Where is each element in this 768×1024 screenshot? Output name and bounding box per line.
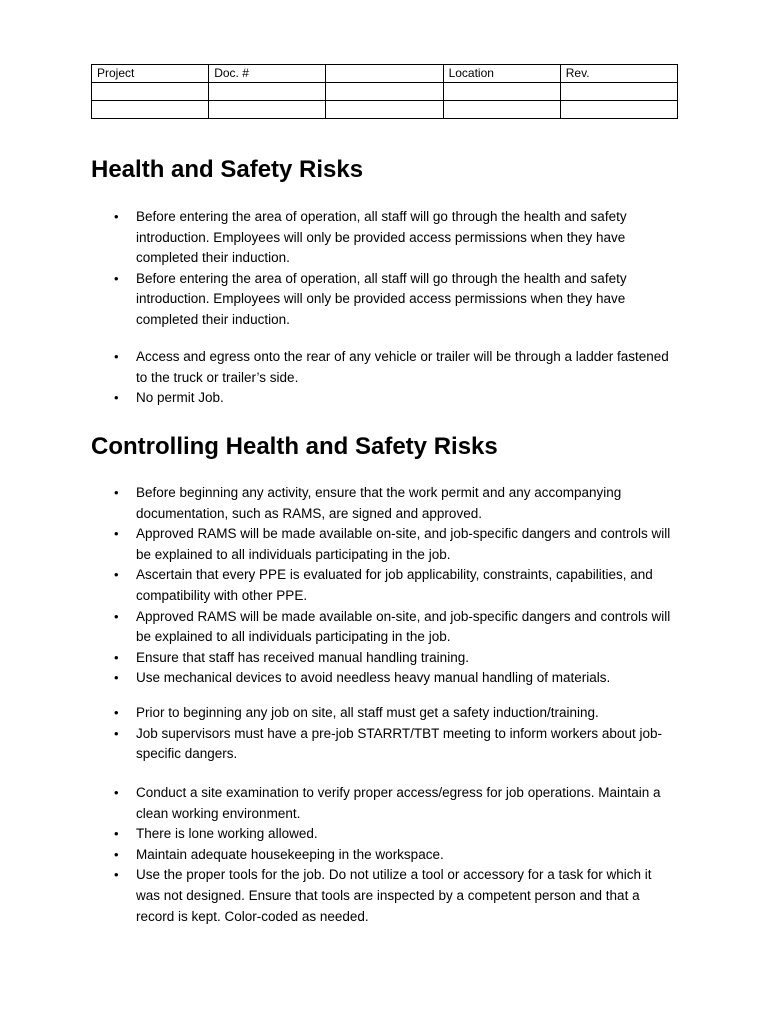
bullet-icon: • (114, 390, 119, 406)
list-item (0, 865, 768, 927)
bullet-icon: • (114, 846, 119, 862)
list-item (0, 483, 768, 524)
section-heading-controlling-risks: Controlling Health and Safety Risks (91, 433, 498, 460)
bullet-icon: • (114, 867, 119, 883)
list-item (0, 845, 768, 866)
table-cell-rev-label: Rev. (560, 65, 677, 83)
list-item (0, 607, 768, 648)
list-item-text: Conduct a site examination to verify proper access/egress for job operations. Maintain a clean working environment. (136, 785, 661, 821)
bullet-list-risks-access (0, 347, 768, 409)
table-cell (209, 101, 326, 119)
list-item (0, 824, 768, 845)
list-item-text: Use mechanical devices to avoid needless heavy manual handling of materials. (136, 670, 611, 686)
list-item-text: Job supervisors must have a pre-job STARRT/TBT meeting to inform workers about job-specific dangers. (136, 725, 662, 762)
list-item (0, 783, 768, 824)
bullet-icon: • (114, 649, 119, 665)
list-item-text: Use the proper tools for the job. Do not utilize a tool or accessory for a task for which it was not designed. Ensure that tools are inspected by a competent person and that a record is kept. Color-coded as needed. (136, 867, 652, 924)
bullet-icon: • (114, 608, 119, 624)
bullet-icon: • (114, 526, 119, 542)
list-item (0, 724, 768, 765)
list-item (0, 648, 768, 669)
table-header-row (92, 65, 678, 83)
bullet-icon: • (114, 270, 119, 286)
list-item-text: Before entering the area of operation, all staff will go through the health and safety introduction. Employees will only be provided access permissions when they have completed their induction. (136, 270, 627, 327)
list-item (0, 703, 768, 724)
bullet-icon: • (114, 567, 119, 583)
bullet-icon: • (114, 705, 119, 720)
list-item-text: Prior to beginning any job on site, all staff must get a safety induction/training. (136, 705, 599, 720)
table-cell-location-label: Location (443, 65, 560, 83)
list-item-text: Before entering the area of operation, all staff will go through the health and safety introduction. Employees will only be provided access permissions when they have completed their induction. (136, 209, 627, 266)
list-item (0, 565, 768, 606)
table-cell-blank-label (326, 65, 443, 83)
list-item-text: Approved RAMS will be made available on-site, and job-specific dangers and controls will be explained to all individuals participating in the job. (136, 526, 671, 562)
bullet-icon: • (114, 670, 119, 686)
list-item-text: Ascertain that every PPE is evaluated for job applicability, constraints, capabilities, and compatibility with other PPE. (136, 567, 653, 603)
list-item-text: Maintain adequate housekeeping in the workspace. (136, 846, 444, 862)
bullet-icon: • (114, 209, 119, 224)
bullet-icon: • (114, 826, 119, 842)
table-cell (443, 83, 560, 101)
table-row (92, 101, 678, 119)
bullet-list-controls-site (0, 783, 768, 927)
bullet-icon: • (114, 785, 119, 800)
list-item (0, 269, 768, 331)
list-item-text: Before beginning any activity, ensure that the work permit and any accompanying documentation, such as RAMS, are signed and approved. (136, 485, 622, 521)
bullet-icon: • (114, 349, 119, 364)
list-item-text: There is lone working allowed. (136, 826, 318, 842)
table-cell (92, 101, 209, 119)
table-cell (92, 83, 209, 101)
table-cell-doc-number-label: Doc. # (209, 65, 326, 83)
table-cell (560, 101, 677, 119)
list-item (0, 524, 768, 565)
table-cell (443, 101, 560, 119)
table-cell (560, 83, 677, 101)
list-item (0, 207, 768, 269)
bullet-list-controls-induction (0, 703, 768, 765)
list-item-text: Approved RAMS will be made available on-site, and job-specific dangers and controls will be explained to all individuals participating in the job. (136, 608, 671, 645)
list-item (0, 668, 768, 689)
bullet-icon: • (114, 485, 119, 500)
table-cell (326, 83, 443, 101)
list-item (0, 388, 768, 409)
table-cell (326, 101, 443, 119)
bullet-list-controls-permits (0, 483, 768, 689)
table-cell (209, 83, 326, 101)
section-heading-health-safety-risks: Health and Safety Risks (91, 156, 364, 183)
bullet-list-risks-induction (0, 207, 768, 331)
list-item (0, 347, 768, 388)
document-header-table (91, 64, 678, 119)
table-cell-project-label: Project (92, 65, 209, 83)
list-item-text: Access and egress onto the rear of any vehicle or trailer will be through a ladder fastened to the truck or trailer’s side. (136, 349, 669, 385)
bullet-icon: • (114, 725, 119, 741)
table-row (92, 83, 678, 101)
list-item-text: Ensure that staff has received manual handling training. (136, 649, 469, 665)
list-item-text: No permit Job. (136, 390, 224, 406)
